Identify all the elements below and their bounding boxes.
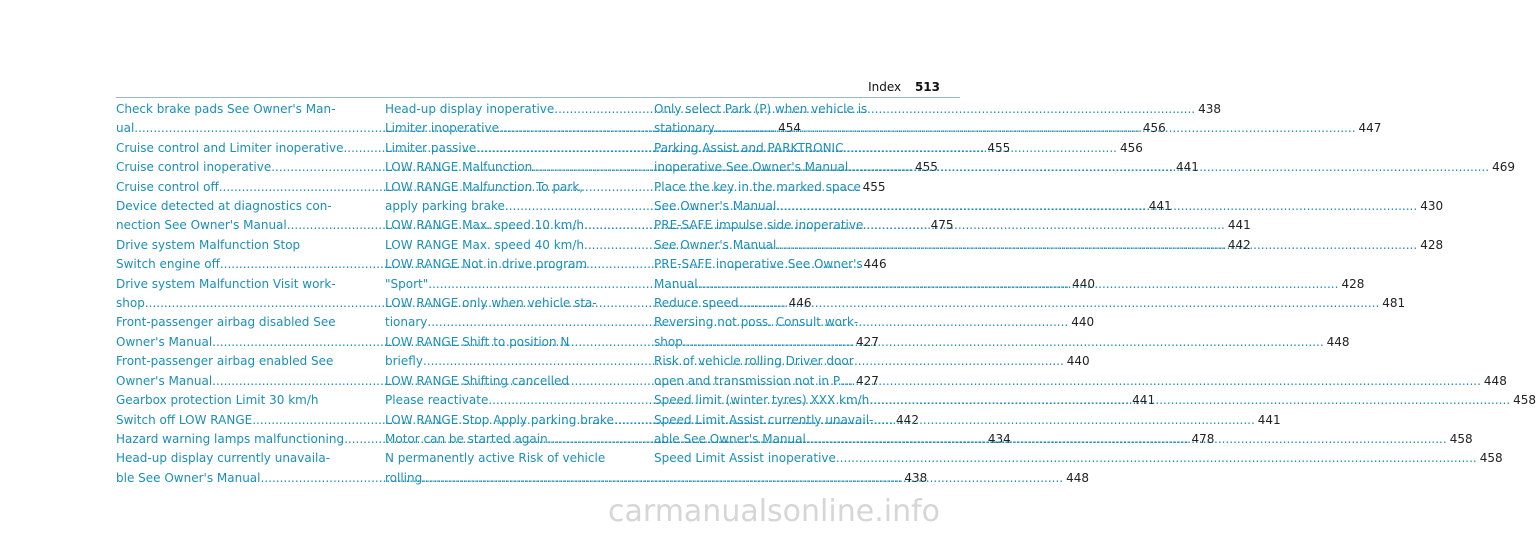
index-entry-text: Reduce speed	[654, 296, 739, 311]
index-page-number: 430	[1420, 199, 1444, 214]
index-entry-text: Device detected at diagnostics con-	[116, 199, 332, 214]
index-entry-line	[116, 449, 346, 468]
index-entry-text: "Sport"	[385, 276, 429, 291]
index-entry-text: LOW RANGE Shifting cancelled	[385, 373, 569, 388]
index-entry-text: See Owner's Manual	[654, 237, 777, 252]
index-entry-text: ble See Owner's Manual	[116, 470, 261, 485]
page-number: 513	[914, 80, 940, 94]
index-entry-text: LOW RANGE Stop Apply parking brake	[385, 412, 614, 427]
index-page-number: 455	[987, 140, 1011, 155]
index-entry-text: Speed Limit Assist inoperative	[654, 451, 836, 466]
index-entry-line	[385, 333, 615, 352]
index-page-number: 428	[1341, 276, 1365, 291]
index-entry-text: rolling	[385, 470, 423, 485]
dot-leader	[806, 430, 1447, 449]
index-page-number: 438	[1198, 102, 1221, 116]
index-page-number: 458	[1513, 393, 1536, 408]
index-entry-line	[654, 100, 884, 119]
index-entry-text: Manual	[654, 276, 698, 291]
index-entry-text: Speed Limit Assist currently unavail-	[654, 412, 874, 427]
index-entry-text: Speed limit (winter tyres) XXX km/h	[654, 393, 870, 408]
index-entry-text: LOW RANGE Not in drive program	[385, 257, 588, 272]
dot-leader	[683, 333, 1324, 352]
index-page-number: 455	[862, 179, 886, 194]
dot-leader	[776, 197, 1417, 216]
index-page-number: 440	[1071, 315, 1095, 330]
index-entry-text: apply parking brake	[385, 199, 505, 214]
index-entry-line	[654, 139, 884, 158]
index-entry-line	[385, 449, 615, 468]
index-entry-text: Owner's Manual	[116, 373, 213, 388]
index-entry-text: LOW RANGE Max. speed 40 km/h	[385, 237, 584, 252]
dot-leader	[840, 372, 1481, 391]
index-entry-text: Limiter passive	[385, 140, 477, 155]
dot-leader	[869, 391, 1510, 410]
index-entry-text: Head-up display currently unavaila-	[116, 451, 331, 466]
index-entry-line	[116, 197, 346, 216]
index-page-number: 441	[1148, 199, 1172, 214]
index-entry-line	[116, 236, 346, 255]
index-page-number: 438	[904, 470, 928, 485]
index-entry-text: Reversing not poss. Consult work-	[654, 315, 859, 330]
dot-leader	[698, 275, 1339, 294]
index-page-number: 440	[1066, 354, 1090, 369]
index-entry-line[interactable]	[654, 372, 1507, 391]
index-page-number: 448	[1326, 334, 1350, 349]
dot-leader	[422, 469, 1063, 488]
index-page-number: 458	[1449, 431, 1473, 446]
index-entry-line[interactable]	[654, 294, 1406, 313]
index-page-number: 440	[1072, 276, 1095, 291]
index-entry-text: briefly	[385, 354, 423, 369]
index-entry-text: shop	[654, 334, 683, 349]
index-entry-text: LOW RANGE Shift to position N	[385, 334, 570, 349]
index-page-number: 446	[863, 257, 887, 272]
index-entry-text: able See Owner's Manual	[654, 431, 806, 446]
index-entry-text: PRE-SAFE inoperative See Owner's	[654, 257, 863, 272]
index-page-number: 434	[987, 431, 1011, 446]
index-entry-text: stationary	[654, 121, 715, 136]
index-page-number: 478	[1191, 431, 1215, 446]
index-page-number: 442	[896, 412, 919, 427]
index-entry-text: LOW RANGE only when vehicle sta-	[385, 296, 597, 311]
index-entry-text: Hazard warning lamps malfunctioning	[116, 431, 345, 446]
index-page-number: 456	[1120, 140, 1143, 155]
index-entry-line	[385, 178, 615, 197]
index-entry-line	[654, 313, 884, 332]
index-entry-text: Drive system Malfunction Visit work-	[116, 276, 336, 291]
index-entry-text: tionary	[385, 315, 428, 330]
dot-leader	[776, 236, 1417, 255]
index-page-number: 456	[1142, 121, 1166, 136]
index-page-number: 446	[788, 296, 812, 311]
index-page-number: 441	[1132, 393, 1156, 408]
index-entry-text: Parking Assist and PARKTRONIC	[654, 140, 844, 155]
index-entry-text: Switch off LOW RANGE	[116, 412, 253, 427]
index-page-number: 481	[1382, 296, 1406, 311]
dot-leader	[836, 449, 1477, 468]
index-page-number: 441	[1257, 412, 1281, 427]
index-entry-text: N permanently active Risk of vehicle	[385, 451, 606, 466]
index-entry-line	[116, 313, 346, 332]
index-entry-text: Drive system Malfunction Stop	[116, 237, 301, 252]
index-page-number: 448	[1066, 470, 1089, 485]
index-entry-line	[116, 352, 346, 371]
index-entry-line	[654, 411, 884, 430]
dot-leader	[848, 158, 1489, 177]
index-entry-text: Only select Park (P) when vehicle is	[654, 102, 868, 116]
index-entry-text: Front-passenger airbag enabled See	[116, 354, 334, 369]
index-entry-line	[654, 352, 884, 371]
index-entry-text: open and transmission not in P	[654, 373, 841, 388]
index-page-number: 428	[1420, 237, 1444, 252]
index-entry-text: Cruise control and Limiter inoperative	[116, 140, 344, 155]
index-entry-text: Gearbox protection Limit 30 km/h	[116, 393, 319, 408]
index-entry-line	[116, 275, 346, 294]
index-entry-line[interactable]	[654, 333, 1350, 352]
index-entry-text: Switch engine off	[116, 257, 220, 272]
index-entry-line	[654, 178, 884, 197]
index-entry-text: inoperative See Owner's Manual	[654, 160, 849, 175]
index-entry-line	[385, 255, 615, 274]
header-rule	[116, 97, 960, 98]
index-page-number: 427	[855, 373, 879, 388]
index-page-number: 475	[930, 218, 954, 233]
index-entry-line	[385, 372, 615, 391]
index-page-number: 447	[1358, 121, 1382, 136]
index-entry-text: LOW RANGE Max. speed 10 km/h	[385, 218, 584, 233]
index-entry-line	[116, 100, 346, 119]
index-entry-text: Motor can be started again	[385, 431, 548, 446]
index-entry-text: LOW RANGE Malfunction	[385, 160, 533, 175]
index-page-number: 442	[1227, 237, 1251, 252]
index-entry-text: Please reactivate	[385, 393, 489, 408]
index-entry-line	[385, 294, 615, 313]
index-entry-text: Place the key in the marked space	[654, 179, 861, 194]
dot-leader	[715, 119, 1356, 138]
index-entry-text: Front-passenger airbag disabled See	[116, 315, 336, 330]
index-entry-text: Head-up display inoperative	[385, 102, 555, 116]
index-page-number: 441	[1227, 218, 1251, 233]
index-page-number: 458	[1479, 451, 1503, 466]
dot-leader	[738, 294, 1379, 313]
section-title: Index	[868, 80, 902, 94]
index-entry-text: ual	[116, 121, 135, 136]
index-entry-text: PRE-SAFE impulse side inoperative	[654, 218, 864, 233]
index-entry-text: Cruise control inoperative	[116, 160, 272, 175]
index-entry-line	[654, 216, 884, 235]
index-entry-text: Owner's Manual	[116, 334, 213, 349]
index-entry-text: Risk of vehicle rolling Driver door	[654, 354, 854, 369]
index-entry-text: See Owner's Manual	[654, 199, 777, 214]
index-entry-line	[654, 255, 884, 274]
page-header	[868, 80, 940, 94]
index-page-number: 441	[1176, 160, 1199, 175]
index-entry-text: Limiter inoperative	[385, 121, 499, 136]
index-page-number: 454	[778, 121, 802, 136]
index-entry-text: Cruise control off	[116, 179, 219, 194]
watermark: carmanualsonline.info	[608, 494, 940, 529]
index-page-number: 427	[855, 334, 879, 349]
index-page-number: 455	[915, 160, 938, 175]
index-entry-text: nection See Owner's Manual	[116, 218, 287, 233]
index-entry-line[interactable]	[654, 449, 1503, 468]
index-entry-text: shop	[116, 296, 145, 311]
index-page-number: 448	[1483, 373, 1507, 388]
index-entry-text: LOW RANGE Malfunction To park,	[385, 179, 584, 194]
index-entry-text: Check brake pads See Owner's Man-	[116, 102, 336, 116]
index-entry-line	[116, 391, 346, 410]
index-page-number: 469	[1492, 160, 1515, 175]
